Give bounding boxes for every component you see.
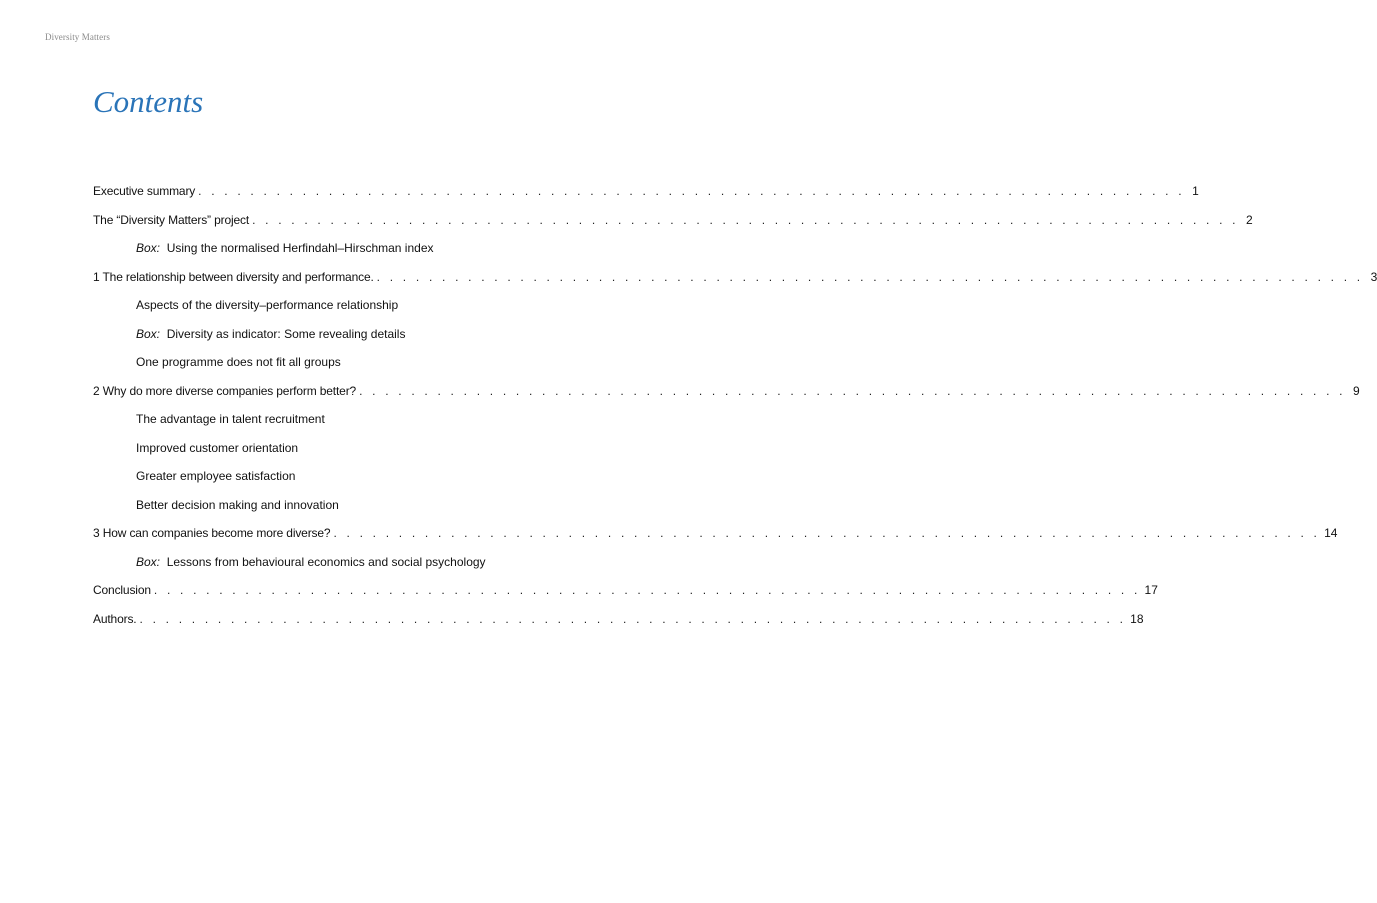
toc-subentry-label: Diversity as indicator: Some revealing details <box>166 326 406 341</box>
dot-leader: . . . . . . . . . . . . . . . . . . . . . . . . . . . . . . . . . . . . . . . . . . . . . . . . . . . . . . . . . . . . . . . . . . . . . . . . . . . . <box>153 583 1141 597</box>
toc-subentry-decision[interactable] <box>93 491 543 520</box>
toc-entry-why-perform-better[interactable] <box>93 377 1360 406</box>
toc-entry-project[interactable] <box>93 206 1253 235</box>
table-of-contents <box>93 177 1377 633</box>
toc-subentry-programme[interactable] <box>93 348 543 377</box>
box-prefix: Box: <box>136 326 164 341</box>
toc-page-number: 2 <box>1246 212 1253 227</box>
toc-entry-label: 2 Why do more diverse companies perform better? <box>93 383 357 398</box>
toc-entry-become-diverse[interactable] <box>93 519 1338 548</box>
toc-subentry-aspects[interactable] <box>93 291 543 320</box>
box-prefix: Box: <box>136 554 164 569</box>
toc-subentry-label: The advantage in talent recruitment <box>136 412 325 426</box>
toc-page-number: 1 <box>1192 184 1199 198</box>
dot-leader: . . . . . . . . . . . . . . . . . . . . . . . . . . . . . . . . . . . . . . . . . . . . . . . . . . . . . . . . . . . . . . . . . . . . . . . . . . . . <box>252 212 1239 227</box>
toc-subentry-label: Better decision making and innovation <box>136 497 339 512</box>
page-title: Contents <box>93 84 204 119</box>
dot-leader: . . . . . . . . . . . . . . . . . . . . . . . . . . . . . . . . . . . . . . . . . . . . . . . . . . . . . . . . . . . . . . . . . . . . . . . . . . . . <box>376 269 1364 284</box>
toc-subentry-label: Lessons from behavioural economics and social psychology <box>166 554 486 569</box>
toc-entry-label: Conclusion <box>93 583 151 597</box>
toc-page-number: 17 <box>1144 583 1158 597</box>
toc-entry-conclusion[interactable] <box>93 576 1158 605</box>
toc-subentry-box-lessons[interactable] <box>93 548 543 577</box>
toc-subentry-box-hhi[interactable] <box>93 234 543 263</box>
toc-entry-executive-summary[interactable] <box>93 177 1199 206</box>
toc-entry-label: The “Diversity Matters” project <box>93 212 250 227</box>
toc-entry-relationship[interactable] <box>93 263 1377 292</box>
toc-page-number: 9 <box>1353 383 1360 398</box>
toc-subentry-label: Greater employee satisfaction <box>136 469 296 483</box>
toc-subentry-box-indicator[interactable] <box>93 320 543 349</box>
toc-subentry-talent[interactable] <box>93 405 543 434</box>
toc-subentry-label: Improved customer orientation <box>136 440 299 455</box>
toc-page-number: 18 <box>1130 611 1144 626</box>
toc-subentry-label: Aspects of the diversity–performance relationship <box>136 298 399 312</box>
toc-page-number: 14 <box>1324 526 1338 540</box>
toc-entry-authors[interactable] <box>93 605 1144 634</box>
box-prefix: Box: <box>136 241 164 255</box>
toc-entry-label: 1 The relationship between diversity and performance. <box>93 269 374 284</box>
toc-subentry-label: One programme does not fit all groups <box>136 355 341 369</box>
dot-leader: . . . . . . . . . . . . . . . . . . . . . . . . . . . . . . . . . . . . . . . . . . . . . . . . . . . . . . . . . . . . . . . . . . . . . . . . . . . . <box>198 184 1185 198</box>
toc-subentry-label: Using the normalised Herfindahl–Hirschman index <box>166 241 434 255</box>
dot-leader: . . . . . . . . . . . . . . . . . . . . . . . . . . . . . . . . . . . . . . . . . . . . . . . . . . . . . . . . . . . . . . . . . . . . . . . . . . . . <box>139 611 1127 626</box>
toc-entry-label: Executive summary <box>93 184 196 198</box>
dot-leader: . . . . . . . . . . . . . . . . . . . . . . . . . . . . . . . . . . . . . . . . . . . . . . . . . . . . . . . . . . . . . . . . . . . . . . . . . . . . <box>359 383 1346 398</box>
toc-subentry-employee[interactable] <box>93 462 543 491</box>
toc-entry-label: 3 How can companies become more diverse? <box>93 526 331 540</box>
dot-leader: . . . . . . . . . . . . . . . . . . . . . . . . . . . . . . . . . . . . . . . . . . . . . . . . . . . . . . . . . . . . . . . . . . . . . . . . . . . . <box>333 526 1321 540</box>
toc-entry-label: Authors. <box>93 611 137 626</box>
running-header: Diversity Matters <box>45 32 110 42</box>
toc-subentry-customer[interactable] <box>93 434 543 463</box>
toc-page-number: 3 <box>1370 269 1377 284</box>
